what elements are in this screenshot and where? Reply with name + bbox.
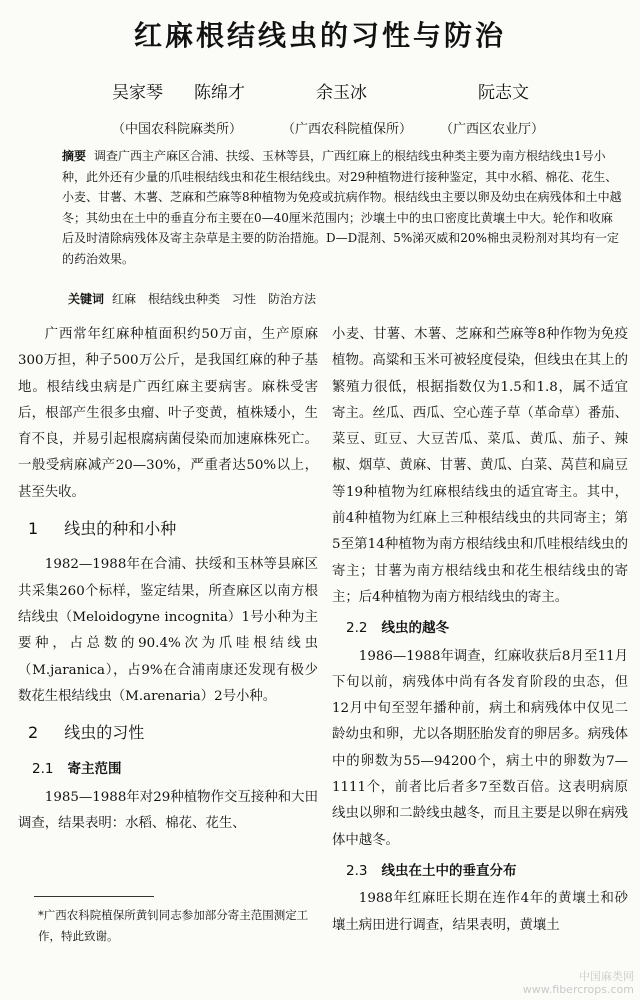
affiliation-3: （广西区农业厅） — [440, 122, 545, 137]
section-2-1-number: 2.1 — [32, 761, 54, 778]
section-2-1-heading — [32, 756, 318, 782]
affiliation-1: （中国农科院麻类所） — [112, 122, 243, 137]
section-2-1-title: 寄主范围 — [67, 761, 122, 778]
section-2-1-continued: 小麦、甘薯、木薯、芝麻和苎麻等8种作物为免疫植物。高粱和玉米可被轻度侵染，但线虫在其上的繁殖力很低，根据指数仅为1.5和1.8，属不适宜寄主。丝瓜、西瓜、空心莲子草（革命草）番茄、菜豆、豇豆、大豆苦瓜、菜瓜、黄瓜、茄子、辣椒、烟草、黄麻、甘薯、黄瓜、白菜、莴苣和扁豆等19种植物为红麻根结线虫的适宜寄主。其中，前4种植物为红麻上三种根结线虫的共同寄主；第5至第14种植物为南方根结线虫和爪哇根结线虫的寄主；甘薯为南方根结线虫和花生根结线虫的寄主；后4种植物为南方根结线虫的寄主。 — [332, 327, 628, 605]
abstract-text: 调查广西主产麻区合浦、扶绥、玉林等县，广西红麻上的根结线虫种类主要为南方根结线虫1号小种，此外还有少量的爪哇根结线虫和花生根结线虫。对29种植物进行接种鉴定，其中水稻、棉花、花生、小麦、甘薯、木薯、芝麻和苎麻等8种植物为免疫或抗病作物。根结线虫主要以卵及幼虫在病残体和土中越冬；其幼虫在土中的垂直分布主要在0—40厘米范围内；沙壤土中的虫口密度比黄壤土中大。轮作和收麻后及时清除病残体及寄主杂草是主要的防治措施。D—D混剂、5%涕灭威和20%棉虫灵粉剂对其均有一定的药治效果。 — [62, 149, 622, 266]
abstract — [62, 146, 622, 269]
section-2-2-number: 2.2 — [346, 620, 368, 637]
section-1-paragraph: 1982—1988年在合浦、扶绥和玉林等县麻区共采集260个标样，鉴定结果，所查麻区以南方根结线虫（Meloidogyne incognita）1号小种为主要种，占总数的90.4%次为爪哇根结线虫（M.jaranica），占9%在合浦南康还发现有极少数花生根结线虫（M.arenaria）2号小种。 — [18, 557, 318, 704]
section-2-3-paragraph: 1988年红麻旺长期在连作4年的黄壤土和砂壤土病田进行调查，结果表明，黄壤土 — [332, 891, 628, 933]
intro-paragraph: 广西常年红麻种植面积约50万亩，生产原麻300万担，种子500万公斤，是我国红麻的种子基地。根结线虫病是广西红麻主要病害。麻株受害后，根部产生很多虫瘤、叶子变黄，植株矮小，生育不良，并易引起根腐病菌侵染而加速麻株死亡。一般受病麻减产20—30%，严重者达50%以上，甚至失收。 — [18, 327, 318, 500]
section-2-2-paragraph: 1986—1988年调查，红麻收获后8月至11月下旬以前，病残体中尚有各发育阶段的虫态，但12月中旬至翌年播种前，病土和病残体中仅见二龄幼虫和卵，尤以各期胚胎发育的卵居多。病残体中的卵数为55—94200个，病土中的卵数为7—1111个，前者比后者多7至数百倍。这表明病原线虫以卵和二龄线虫越冬，而且主要是以卵在病残体中越冬。 — [332, 648, 628, 848]
section-2-3-number: 2.3 — [346, 862, 368, 879]
left-column — [18, 322, 318, 837]
section-2-2-title: 线虫的越冬 — [381, 620, 449, 637]
abstract-label: 摘要 — [62, 149, 87, 163]
author-1: 吴家琴 — [112, 83, 163, 103]
section-2-3-title: 线虫在土中的垂直分布 — [381, 862, 517, 879]
section-1-number: 1 — [28, 519, 39, 539]
section-1-heading — [28, 516, 318, 542]
watermark-name: 中国麻类网 — [579, 970, 634, 983]
author-3: 余玉冰 — [316, 83, 367, 103]
keywords-text: 红麻 根结线虫种类 习性 防治方法 — [112, 292, 317, 306]
affiliation-2: （广西农科院植保所） — [282, 122, 413, 137]
section-2-2-heading — [346, 615, 628, 641]
section-2-title: 线虫的习性 — [64, 723, 145, 743]
section-2-1-paragraph: 1985—1988年对29种植物作交互接种和大田调查，结果表明：水稻、棉花、花生、 — [18, 789, 318, 832]
section-1-title: 线虫的种和小种 — [64, 519, 177, 539]
affiliation-list — [0, 118, 640, 138]
author-list — [0, 78, 640, 102]
keywords-label: 关键词 — [68, 292, 105, 306]
section-2-3-heading — [346, 858, 628, 884]
author-2: 陈绵才 — [194, 83, 245, 103]
footnote: *广西农科院植保所黄钊同志参加部分寄主范围测定工作，特此致谢。 — [38, 908, 309, 943]
author-4: 阮志文 — [478, 83, 529, 103]
section-2-number: 2 — [28, 723, 39, 743]
site-watermark — [523, 970, 634, 996]
paper-title: 红麻根结线虫的习性与防治 — [133, 19, 506, 52]
footnote-divider — [34, 896, 154, 897]
section-2-heading — [28, 720, 318, 746]
keywords — [68, 289, 623, 309]
watermark-url: www.fibercrops.com — [522, 983, 634, 996]
right-column — [332, 322, 628, 939]
